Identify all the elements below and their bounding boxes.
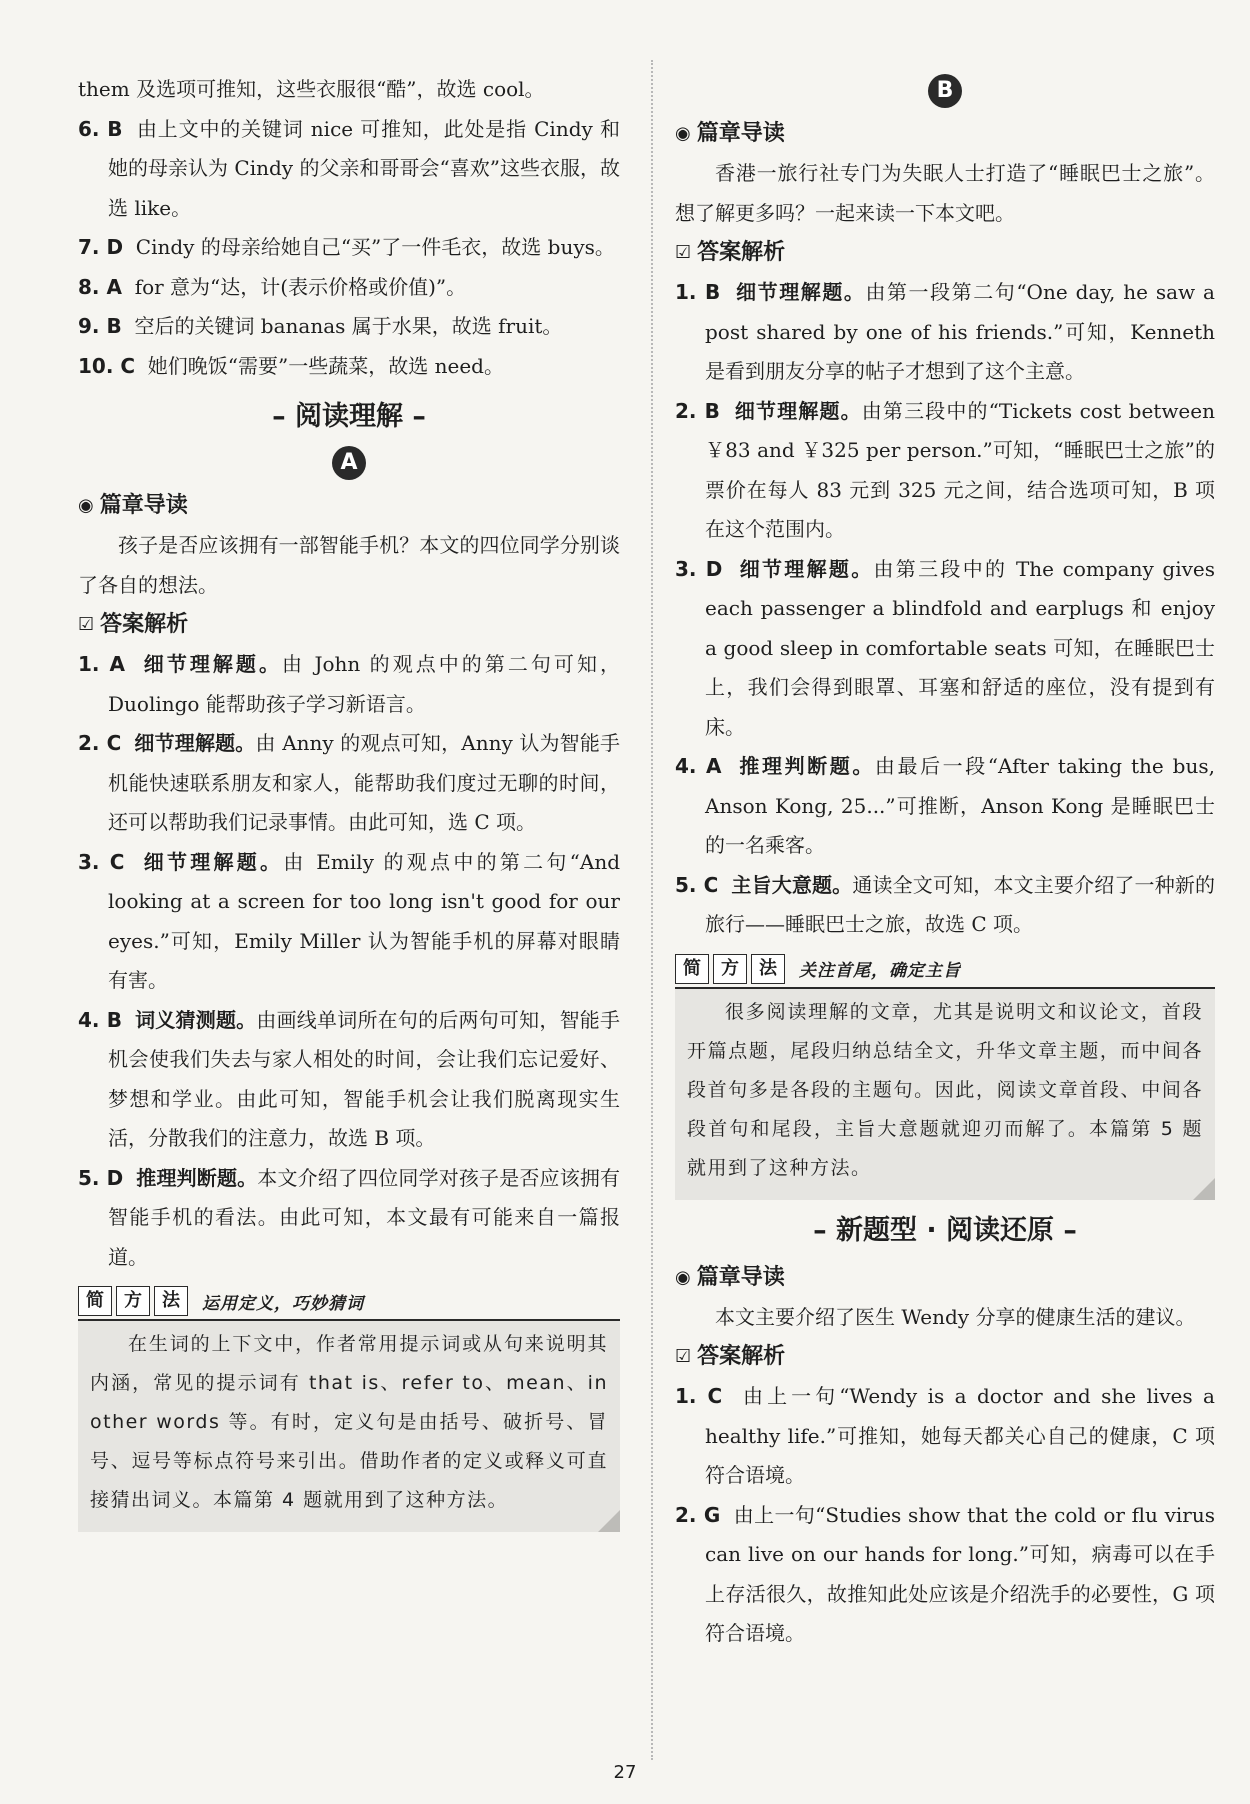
guide-text: 本文主要介绍了医生 Wendy 分享的健康生活的建议。: [715, 1304, 1196, 1329]
answer-item: 7. D Cindy 的母亲给她自己“买”了一件毛衣，故选 buys。: [78, 235, 615, 259]
answer-item: 2. C 细节理解题。由 Anny 的观点可知，Anny 认为智能手机能快速联系朋友和家人，能帮助我们度过无聊的时间，还可以帮助我们记录事情。由此可知，选 C 项。: [78, 731, 621, 834]
answer-heading: ☑ 答案解析: [78, 605, 620, 645]
answer-item: 3. C 细节理解题。由 Emily 的观点中的第二句“And looking at a screen for too long isn't good for our eyes.”可知，Emily Miller 认为智能手机的屏幕对眼睛有害。: [78, 849, 621, 992]
tip-title: 运用定义，巧妙猜词: [202, 1293, 364, 1314]
eye-icon: ◉: [675, 123, 691, 144]
section-title: – 阅读理解 –: [272, 401, 426, 432]
answer-item: 4. A 推理判断题。由最后一段“After taking the bus, Anson Kong, 25...”可推断，Anson Kong 是睡眠巴士的一名乘客。: [675, 754, 1215, 857]
passage-badge: A: [332, 446, 366, 480]
guide-heading: ◉ 篇章导读: [675, 114, 1215, 154]
answer-item: 9. B 空后的关键词 bananas 属于水果，故选 fruit。: [78, 314, 563, 338]
method-tip-box: [675, 951, 1215, 1200]
tip-cell: 方: [713, 954, 747, 984]
guide-heading: ◉ 篇章导读: [675, 1258, 1215, 1298]
left-column: [78, 70, 620, 1532]
continued-line: them 及选项可推知，这些衣服很“酷”，故选 cool。: [78, 77, 545, 101]
answer-item: 4. B 词义猜测题。由画线单词所在句的后两句可知，智能手机会使我们失去与家人相处的时间，会让我们忘记爱好、梦想和学业。由此可知，智能手机会让我们脱离现实生活，分散我们的注意力，故选 B 项。: [78, 1007, 621, 1150]
answer-item: 2. G 由上一句“Studies show that the cold or flu virus can live on our hands for long.”可知，病毒可以在手上存活很久，故推知此处应该是介绍洗手的必要性，G 项符合语境。: [675, 1502, 1215, 1645]
guide-text: 孩子是否应该拥有一部智能手机？本文的四位同学分别谈了各自的想法。: [78, 533, 620, 597]
page-fold-corner: [598, 1510, 620, 1532]
answer-item: 6. B 由上文中的关键词 nice 可推知，此处是指 Cindy 和她的母亲认为 Cindy 的父亲和哥哥会“喜欢”这些衣服，故选 like。: [78, 116, 620, 220]
answer-item: 5. C 主旨大意题。通读全文可知，本文主要介绍了一种新的旅行——睡眠巴士之旅，故选 C 项。: [675, 872, 1216, 936]
method-tip-box: [78, 1283, 620, 1532]
column-divider: [651, 60, 653, 1760]
answer-item: 3. D 细节理解题。由第三段中的 The company gives each passenger a blindfold and earplugs 和 enjoy a good sleep in comfortable seats 可知，在睡眠巴士上，我们会得到眼罩、耳塞和舒适的座位，没有提到有床。: [675, 556, 1216, 739]
guide-text: 香港一旅行社专门为失眠人士打造了“睡眠巴士之旅”。想了解更多吗？一起来读一下本文吧。: [675, 161, 1215, 225]
tip-header: [675, 951, 1215, 989]
answer-item: 1. A 细节理解题。由 John 的观点中的第二句可知，Duolingo 能帮助孩子学习新语言。: [78, 652, 621, 716]
answer-item: 5. D 推理判断题。本文介绍了四位同学对孩子是否应该拥有智能手机的看法。由此可知，本文最有可能来自一篇报道。: [78, 1165, 621, 1269]
checkbox-icon: ☑: [78, 614, 95, 635]
tip-cell: 简: [78, 1286, 112, 1316]
answer-heading: ☑ 答案解析: [675, 233, 1215, 273]
tip-header: [78, 1283, 620, 1321]
answer-item: 1. B 细节理解题。由第一段第二句“One day, he saw a post shared by one of his friends.”可知，Kenneth 是看到朋友分享的帖子才想到了这个主意。: [675, 280, 1215, 383]
tip-title: 关注首尾，确定主旨: [799, 961, 961, 981]
tip-cell: 法: [154, 1286, 188, 1316]
answer-heading: ☑ 答案解析: [675, 1337, 1215, 1377]
guide-heading: ◉ 篇章导读: [78, 486, 620, 526]
page-number: 27: [613, 1762, 637, 1783]
answer-list: [675, 1377, 1215, 1654]
answer-list: [78, 645, 620, 1277]
tip-cell: 方: [116, 1286, 150, 1316]
checkbox-icon: ☑: [675, 242, 692, 263]
tip-body: 很多阅读理解的文章，尤其是说明文和议论文，首段开篇点题，尾段归纳总结全文，升华文章主题，而中间各段首句多是各段的主题句。因此，阅读文章首段、中间各段首句和尾段，主旨大意题就迎刃而解了。本篇第 5 题就用到了这种方法。: [687, 1000, 1203, 1179]
answer-list-top: [78, 110, 620, 387]
tip-body: 在生词的上下文中，作者常用提示词或从句来说明其内涵，常见的提示词有 that is、refer to、mean、in other words 等。有时，定义句是由括号、破折号、冒号、逗号等标点符号来引出。借助作者的定义或释义可直接猜出词义。本篇第 4 题就用到了这种方法。: [90, 1333, 608, 1511]
tip-cell: 简: [675, 954, 709, 984]
answer-item: 8. A for 意为“达，计(表示价格或价值)”。: [78, 274, 467, 299]
answer-item: 10. C 她们晚饭“需要”一些蔬菜，故选 need。: [78, 353, 504, 378]
section-title: – 新题型 · 阅读还原 –: [813, 1214, 1077, 1246]
eye-icon: ◉: [78, 495, 94, 516]
tip-cell: 法: [751, 954, 785, 984]
passage-badge: B: [928, 74, 962, 108]
answer-item: 1. C 由上一句“Wendy is a doctor and she lives a healthy life.”可推知，她每天都关心自己的健康，C 项符合语境。: [675, 1384, 1215, 1487]
right-column: [675, 70, 1215, 1654]
checkbox-icon: ☑: [675, 1346, 692, 1367]
eye-icon: ◉: [675, 1266, 691, 1288]
answer-item: 2. B 细节理解题。由第三段中的“Tickets cost between ￥83 and ￥325 per person.”可知，“睡眠巴士之旅”的票价在每人 83 元到 325 元之间，结合选项可知，B 项在这个范围内。: [675, 398, 1215, 541]
answer-list: [675, 273, 1215, 945]
page-fold-corner: [1193, 1178, 1215, 1200]
